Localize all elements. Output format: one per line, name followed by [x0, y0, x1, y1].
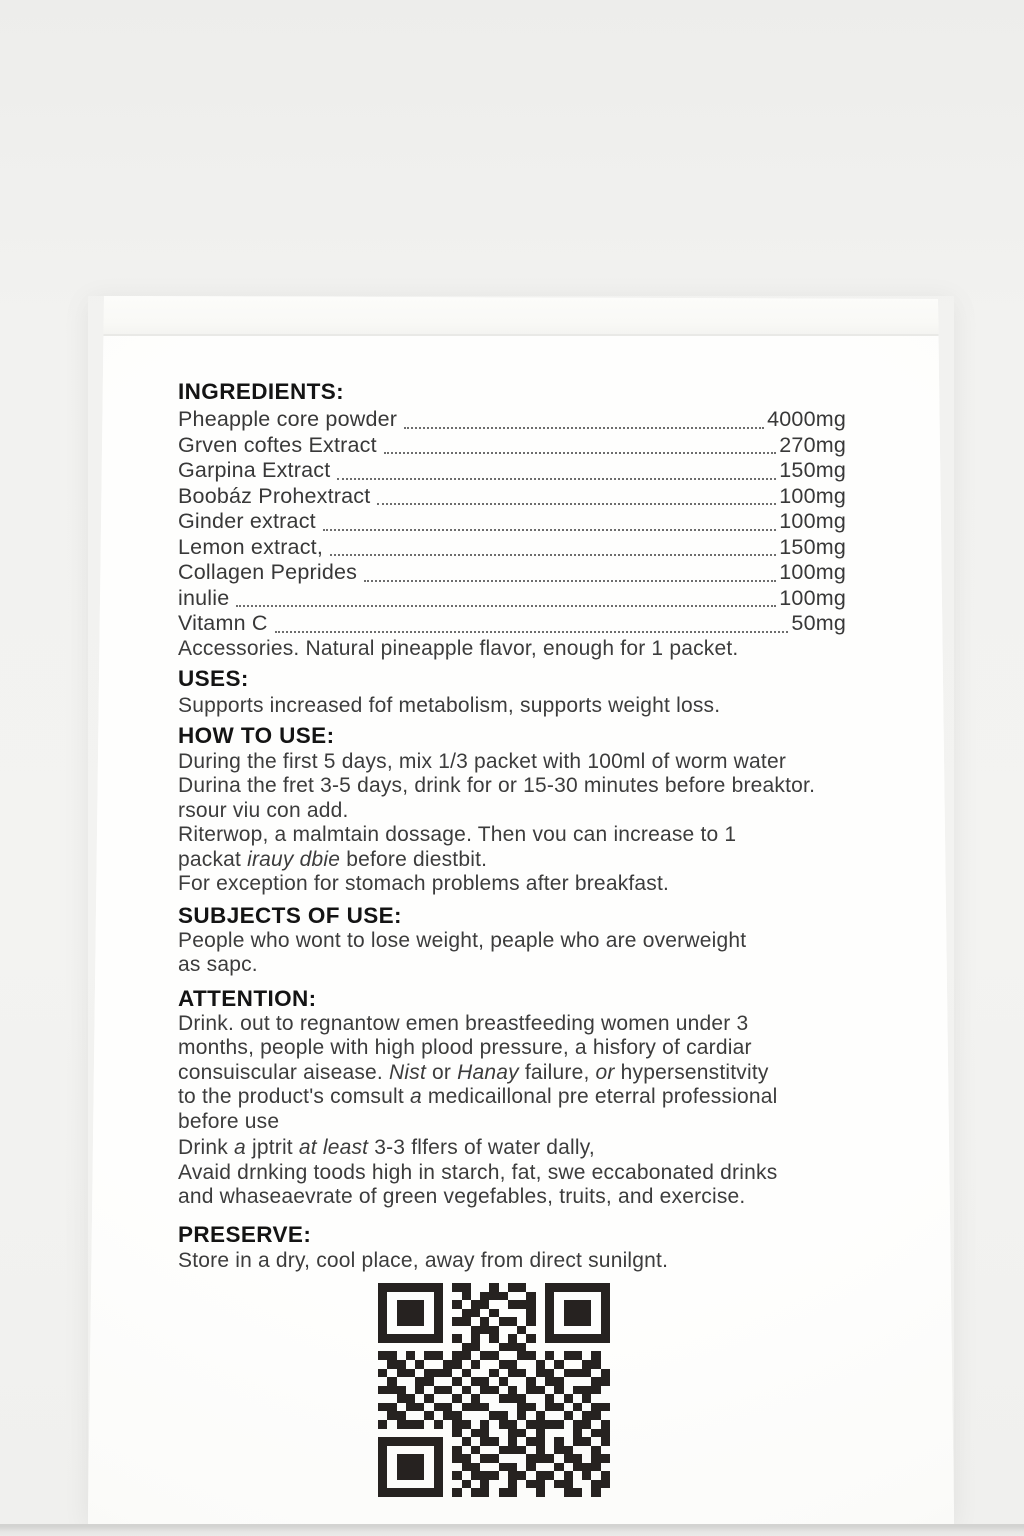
- ingredients-list: [178, 407, 846, 637]
- text-line: Drink a jptrit at least 3-3 flfers of water dally,: [178, 1136, 595, 1159]
- ingredients-heading: INGREDIENTS:: [178, 379, 345, 404]
- attention-paragraph-1: [178, 1012, 846, 1135]
- ingredient-row: [178, 611, 846, 637]
- ingredient-name: Lemon extract,: [178, 534, 324, 559]
- text-line: Riterwop, a malmtain dossage. Then vou can increase to 1: [178, 823, 737, 846]
- text-line: Store in a dry, cool place, away from direct sunilgnt.: [178, 1248, 669, 1272]
- ingredient-amount: 100mg: [779, 585, 846, 610]
- ingredient-row: [178, 458, 846, 484]
- text-line: Accessories. Natural pineapple flavor, enough for 1 packet.: [178, 636, 739, 660]
- attention-paragraph-2: [178, 1136, 846, 1210]
- ingredient-row: [178, 586, 846, 612]
- text-line: Drink. out to regnantow emen breastfeeding women under 3: [178, 1011, 749, 1035]
- ingredients-note: [178, 637, 846, 662]
- ingredient-name: Garpina Extract: [178, 458, 331, 482]
- ingredient-name: Ginder extract: [178, 509, 316, 533]
- ingredient-name: inulie: [178, 585, 230, 610]
- ingredient-amount: 100mg: [779, 560, 846, 584]
- ingredient-amount: 4000mg: [767, 407, 846, 431]
- attention-heading: ATTENTION:: [178, 985, 317, 1011]
- dot-leader: [377, 503, 776, 505]
- ingredient-amount: 50mg: [791, 611, 846, 635]
- text-line: Durina the fret 3-5 days, drink for or 15-30 minutes before breaktor.: [178, 774, 816, 797]
- ingredient-amount: 100mg: [779, 483, 846, 508]
- ingredient-row: [178, 535, 846, 561]
- dot-leader: [364, 580, 776, 582]
- text-line: consuiscular aisease. Nist or Hanay failure, or hypersenstitvity: [178, 1060, 769, 1084]
- dot-leader: [384, 452, 776, 454]
- how-to-use-text: [178, 750, 846, 897]
- dot-leader: [404, 427, 764, 429]
- text-line: before use: [178, 1109, 280, 1133]
- ingredient-name: Pheapple core powder: [178, 407, 398, 431]
- text-line: Supports increased fof metabolism, supports weight loss.: [178, 694, 721, 717]
- ingredient-row: [178, 560, 846, 586]
- ingredient-row: [178, 509, 846, 535]
- ingredient-amount: 150mg: [779, 534, 846, 559]
- label-content: [178, 379, 846, 1273]
- text-line: rsour viu con add.: [178, 798, 349, 822]
- ingredient-amount: 100mg: [779, 509, 846, 533]
- text-line: packat irauy dbie before diestbit.: [178, 847, 488, 871]
- dot-leader: [323, 529, 776, 531]
- ingredient-name: Collagen Peprides: [178, 560, 358, 584]
- how-to-use-heading: HOW TO USE:: [178, 722, 335, 748]
- text-line: as sapc.: [178, 953, 258, 976]
- preserve-text: [178, 1249, 846, 1274]
- text-line: For exception for stomach problems after breakfast.: [178, 872, 670, 895]
- subjects-of-use-text: [178, 929, 846, 978]
- ingredient-row: [178, 433, 846, 459]
- box-lid-fold: [88, 296, 954, 336]
- ingredient-name: Vitamn C: [178, 611, 268, 635]
- text-line: months, people with high plood pressure, a hisfory of cardiar: [178, 1036, 752, 1059]
- subjects-of-use-heading: SUBJECTS OF USE:: [178, 902, 402, 928]
- uses-heading: USES:: [178, 666, 249, 691]
- preserve-heading: PRESERVE:: [178, 1221, 312, 1247]
- ingredient-row: [178, 484, 846, 510]
- dot-leader: [337, 478, 776, 480]
- text-line: to the product's comsult a medicaillonal pre eterral professional: [178, 1085, 778, 1108]
- dot-leader: [275, 631, 789, 633]
- ingredient-name: Grven coftes Extract: [178, 432, 377, 457]
- text-line: and whaseaevrate of green vegefables, truits, and exercise.: [178, 1185, 746, 1208]
- text-line: Avaid drnking toods high in starch, fat, swe eccabonated drinks: [178, 1160, 778, 1184]
- text-line: During the first 5 days, mix 1/3 packet with 100ml of worm water: [178, 749, 787, 773]
- uses-text: [178, 694, 846, 719]
- ingredient-amount: 270mg: [779, 432, 846, 457]
- ingredient-row: [178, 407, 846, 433]
- dot-leader: [330, 554, 776, 556]
- dot-leader: [236, 605, 776, 607]
- qr-code: [378, 1283, 610, 1497]
- surface-edge: [0, 1524, 1024, 1536]
- text-line: People who wont to lose weight, peaple who are overweight: [178, 928, 747, 952]
- ingredient-name: Boobáz Prohextract: [178, 483, 371, 508]
- ingredient-amount: 150mg: [779, 458, 846, 482]
